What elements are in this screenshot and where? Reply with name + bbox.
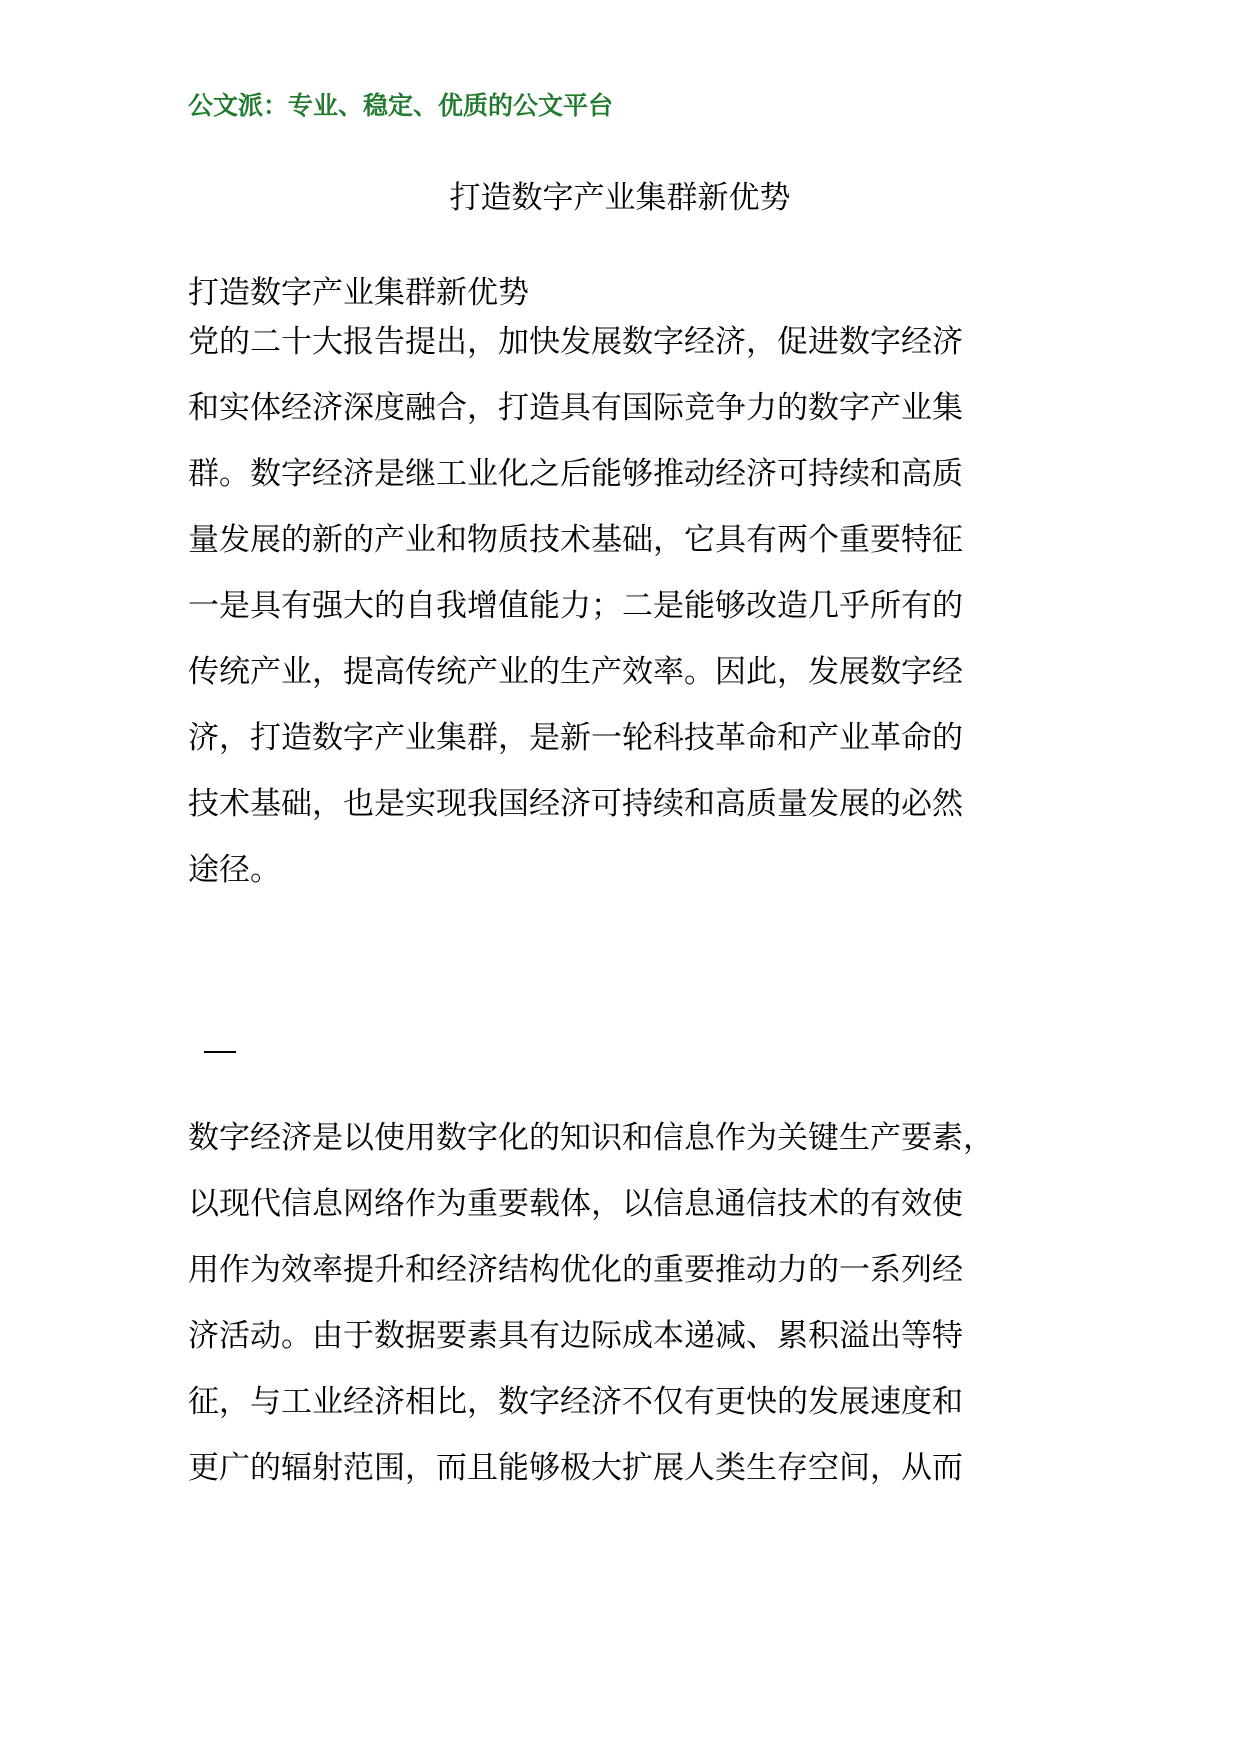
paragraph-1-line: 和实体经济深度融合，打造具有国际竞争力的数字产业集 — [188, 390, 963, 426]
section-number-one-mark — [204, 1051, 236, 1053]
document-subtitle: 打造数字产业集群新优势 — [188, 275, 529, 311]
paragraph-1-line: 传统产业，提高传统产业的生产效率。因此，发展数字经 — [188, 654, 963, 690]
paragraph-2-line: 用作为效率提升和经济结构优化的重要推动力的一系列经 — [188, 1252, 963, 1288]
paragraph-1-line: 技术基础，也是实现我国经济可持续和高质量发展的必然 — [188, 786, 963, 822]
paragraph-1-line: 一是具有强大的自我增值能力；二是能够改造几乎所有的 — [188, 588, 963, 624]
paragraph-2-line: 数字经济是以使用数字化的知识和信息作为关键生产要素， — [188, 1120, 994, 1156]
paragraph-2-line: 济活动。由于数据要素具有边际成本递减、累积溢出等特 — [188, 1318, 963, 1354]
paragraph-2-line: 以现代信息网络作为重要载体，以信息通信技术的有效使 — [188, 1186, 963, 1222]
paragraph-1-line: 途径。 — [188, 852, 281, 888]
paragraph-1-line: 济，打造数字产业集群，是新一轮科技革命和产业革命的 — [188, 720, 963, 756]
paragraph-2-line: 征，与工业经济相比，数字经济不仅有更快的发展速度和 — [188, 1384, 963, 1420]
paragraph-2-line: 更广的辐射范围，而且能够极大扩展人类生存空间，从而 — [188, 1450, 963, 1486]
paragraph-1-line: 党的二十大报告提出，加快发展数字经济，促进数字经济 — [188, 324, 963, 360]
document-title: 打造数字产业集群新优势 — [449, 180, 791, 216]
paragraph-1-line: 量发展的新的产业和物质技术基础，它具有两个重要特征 — [188, 522, 963, 558]
watermark-banner: 公文派：专业、稳定、优质的公文平台 — [188, 91, 614, 120]
paragraph-1-line: 群。数字经济是继工业化之后能够推动经济可持续和高质 — [188, 456, 963, 492]
